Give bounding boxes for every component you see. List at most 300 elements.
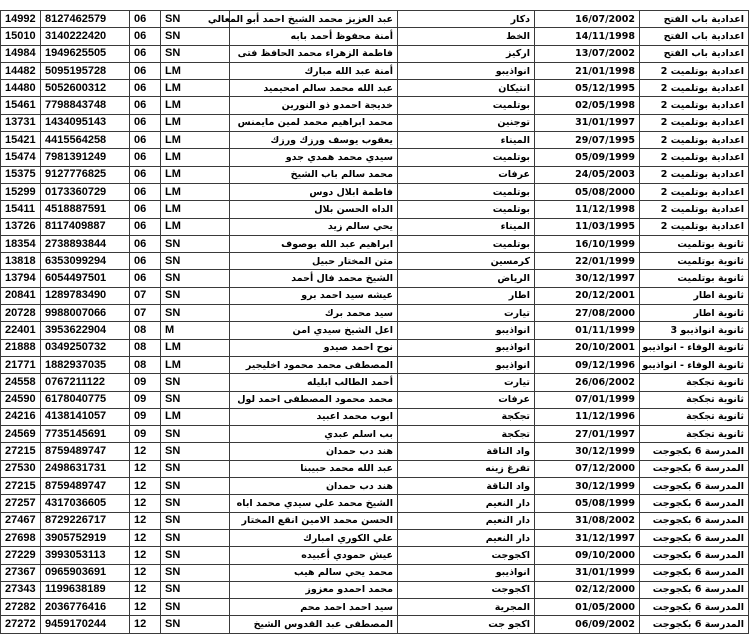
group-code-cell: 12 <box>130 547 161 564</box>
series-cell: SN <box>161 460 230 477</box>
group-code-cell: 12 <box>130 460 161 477</box>
candidate-id-cell: 27343 <box>1 581 41 598</box>
name-cell: عبد الله محمد سالم امحيميد <box>230 80 398 97</box>
candidate-id-cell: 27215 <box>1 443 41 460</box>
candidate-id-cell: 13726 <box>1 218 41 235</box>
name-cell: اعل الشيخ سيدي امن <box>230 322 398 339</box>
phone-cell: 8759489747 <box>41 443 130 460</box>
group-code-cell: 06 <box>130 114 161 131</box>
school-cell: ثانوية انواذيبو 3 <box>640 322 749 339</box>
group-code-cell: 06 <box>130 218 161 235</box>
group-code-cell: 09 <box>130 374 161 391</box>
candidate-id-cell: 15010 <box>1 28 41 45</box>
phone-cell: 7981391249 <box>41 149 130 166</box>
series-cell: SN <box>161 11 230 28</box>
name-cell: عبد الله محمد حبيبنا <box>230 460 398 477</box>
group-code-cell: 08 <box>130 339 161 356</box>
candidate-id-cell: 27467 <box>1 512 41 529</box>
school-cell: المدرسة 6 بكجوجت <box>640 495 749 512</box>
name-cell: سيد احمد احمد محم <box>230 599 398 616</box>
birthplace-cell: دكار <box>398 11 535 28</box>
school-cell: ثانوية اطار <box>640 287 749 304</box>
group-code-cell: 09 <box>130 426 161 443</box>
candidate-id-cell: 27282 <box>1 599 41 616</box>
candidate-id-cell: 13731 <box>1 114 41 131</box>
phone-cell: 2738893844 <box>41 235 130 252</box>
birthdate-cell: 05/09/1999 <box>535 149 640 166</box>
birthdate-cell: 01/05/2000 <box>535 599 640 616</box>
phone-cell: 2498631731 <box>41 460 130 477</box>
birthdate-cell: 09/10/2000 <box>535 547 640 564</box>
school-cell: اعدادية بوتلميت 2 <box>640 166 749 183</box>
series-cell: SN <box>161 581 230 598</box>
table-row <box>1 322 749 339</box>
group-code-cell: 12 <box>130 478 161 495</box>
group-code-cell: 06 <box>130 253 161 270</box>
series-cell: SN <box>161 495 230 512</box>
school-cell: ثانوية بوتلميت <box>640 235 749 252</box>
school-cell: المدرسة 6 بكجوجت <box>640 529 749 546</box>
table-row <box>1 408 749 425</box>
table-row <box>1 495 749 512</box>
birthdate-cell: 07/01/1999 <box>535 391 640 408</box>
phone-cell: 1289783490 <box>41 287 130 304</box>
name-cell: الداه الحسن بلال <box>230 201 398 218</box>
group-code-cell: 12 <box>130 495 161 512</box>
series-cell: SN <box>161 270 230 287</box>
candidate-id-cell: 15461 <box>1 97 41 114</box>
phone-cell: 2036776416 <box>41 599 130 616</box>
name-cell: بب اسلم عبدي <box>230 426 398 443</box>
name-cell: محمد ابراهيم محمد لمين مايمنس <box>230 114 398 131</box>
group-code-cell: 12 <box>130 564 161 581</box>
phone-cell: 1199638189 <box>41 581 130 598</box>
table-row <box>1 374 749 391</box>
candidate-id-cell: 14984 <box>1 45 41 62</box>
series-cell: LM <box>161 132 230 149</box>
birthplace-cell: انواذيبو <box>398 564 535 581</box>
birthplace-cell: تجكجة <box>398 408 535 425</box>
phone-cell: 4518887591 <box>41 201 130 218</box>
table-row <box>1 443 749 460</box>
table-row <box>1 149 749 166</box>
table-row <box>1 581 749 598</box>
birthdate-cell: 02/12/2000 <box>535 581 640 598</box>
phone-cell: 4138141057 <box>41 408 130 425</box>
school-cell: ثانوية الوفاء - انواذيبو <box>640 356 749 373</box>
birthplace-cell: انواذيبو <box>398 339 535 356</box>
candidate-id-cell: 21771 <box>1 356 41 373</box>
school-cell: المدرسة 6 بكجوجت <box>640 460 749 477</box>
series-cell: LM <box>161 80 230 97</box>
candidate-id-cell: 27215 <box>1 478 41 495</box>
birthplace-cell: دار النعيم <box>398 512 535 529</box>
birthdate-cell: 06/09/2002 <box>535 616 640 633</box>
school-cell: ثانوية الوفاء - انواذيبو <box>640 339 749 356</box>
school-cell: ثانوية تجكجة <box>640 391 749 408</box>
table-row <box>1 391 749 408</box>
birthdate-cell: 31/12/1997 <box>535 529 640 546</box>
candidate-id-cell: 13794 <box>1 270 41 287</box>
school-cell: المدرسة 6 بكجوجت <box>640 581 749 598</box>
series-cell: SN <box>161 478 230 495</box>
table-row <box>1 62 749 79</box>
candidate-id-cell: 14992 <box>1 11 41 28</box>
name-cell: الشيخ محمد علي سيدي محمد اباه <box>230 495 398 512</box>
school-cell: المدرسة 6 بكجوجت <box>640 478 749 495</box>
candidate-id-cell: 27257 <box>1 495 41 512</box>
birthdate-cell: 05/08/1999 <box>535 495 640 512</box>
birthplace-cell: بوتلميت <box>398 149 535 166</box>
group-code-cell: 06 <box>130 149 161 166</box>
series-cell: SN <box>161 287 230 304</box>
birthdate-cell: 20/10/2001 <box>535 339 640 356</box>
phone-cell: 6353099294 <box>41 253 130 270</box>
phone-cell: 6178040775 <box>41 391 130 408</box>
birthplace-cell: دار النعيم <box>398 495 535 512</box>
birthdate-cell: 16/07/2002 <box>535 11 640 28</box>
phone-cell: 8729226717 <box>41 512 130 529</box>
series-cell: SN <box>161 45 230 62</box>
candidate-id-cell: 27530 <box>1 460 41 477</box>
birthdate-cell: 11/12/1996 <box>535 408 640 425</box>
series-cell: SN <box>161 529 230 546</box>
candidate-id-cell: 20841 <box>1 287 41 304</box>
phone-cell: 7798843748 <box>41 97 130 114</box>
group-code-cell: 06 <box>130 11 161 28</box>
candidates-table-body <box>1 11 749 634</box>
birthplace-cell: الميناء <box>398 218 535 235</box>
phone-cell: 9127776825 <box>41 166 130 183</box>
series-cell: SN <box>161 547 230 564</box>
group-code-cell: 08 <box>130 356 161 373</box>
birthdate-cell: 05/08/2000 <box>535 183 640 200</box>
birthdate-cell: 31/01/1997 <box>535 114 640 131</box>
table-row <box>1 529 749 546</box>
birthplace-cell: انواذيبو <box>398 322 535 339</box>
phone-cell: 6054497501 <box>41 270 130 287</box>
series-cell: SN <box>161 564 230 581</box>
school-cell: المدرسة 6 بكجوجت <box>640 564 749 581</box>
phone-cell: 1949625505 <box>41 45 130 62</box>
table-row <box>1 547 749 564</box>
series-cell: SN <box>161 235 230 252</box>
candidate-id-cell: 15411 <box>1 201 41 218</box>
table-row <box>1 287 749 304</box>
name-cell: ابوب محمد اعبيد <box>230 408 398 425</box>
birthplace-cell: انواذيبو <box>398 356 535 373</box>
school-cell: اعدادية باب الفتح <box>640 11 749 28</box>
birthplace-cell: توجنين <box>398 114 535 131</box>
series-cell: LM <box>161 339 230 356</box>
birthplace-cell: بوتلميت <box>398 183 535 200</box>
school-cell: اعدادية باب الفتح <box>640 28 749 45</box>
school-cell: ثانوية تجكجة <box>640 374 749 391</box>
series-cell: LM <box>161 356 230 373</box>
name-cell: سيد محمد برك <box>230 305 398 322</box>
birthplace-cell: تيارت <box>398 374 535 391</box>
school-cell: اعدادية باب الفتح <box>640 45 749 62</box>
table-row <box>1 426 749 443</box>
table-row <box>1 201 749 218</box>
birthdate-cell: 30/12/1999 <box>535 443 640 460</box>
series-cell: SN <box>161 391 230 408</box>
table-row <box>1 253 749 270</box>
phone-cell: 8759489747 <box>41 478 130 495</box>
birthplace-cell: الخط <box>398 28 535 45</box>
birthdate-cell: 22/01/1999 <box>535 253 640 270</box>
birthplace-cell: انتيكان <box>398 80 535 97</box>
series-cell: LM <box>161 97 230 114</box>
name-cell: أمنة محفوظ أحمد بابه <box>230 28 398 45</box>
name-cell: فاطمة ابلال دوس <box>230 183 398 200</box>
table-row <box>1 183 749 200</box>
school-cell: اعدادية بوتلميت 2 <box>640 114 749 131</box>
phone-cell: 5095195728 <box>41 62 130 79</box>
table-row <box>1 114 749 131</box>
birthdate-cell: 16/10/1999 <box>535 235 640 252</box>
school-cell: المدرسة 6 بكجوجت <box>640 616 749 633</box>
candidate-id-cell: 18354 <box>1 235 41 252</box>
birthplace-cell: واد الناقة <box>398 478 535 495</box>
series-cell: LM <box>161 149 230 166</box>
birthdate-cell: 20/12/2001 <box>535 287 640 304</box>
candidate-id-cell: 24216 <box>1 408 41 425</box>
table-row <box>1 512 749 529</box>
group-code-cell: 06 <box>130 62 161 79</box>
school-cell: ثانوية تجكجة <box>640 426 749 443</box>
name-cell: عيش حمودي أعبيده <box>230 547 398 564</box>
group-code-cell: 06 <box>130 28 161 45</box>
series-cell: LM <box>161 114 230 131</box>
group-code-cell: 06 <box>130 97 161 114</box>
school-cell: اعدادية بوتلميت 2 <box>640 97 749 114</box>
phone-cell: 0767211122 <box>41 374 130 391</box>
group-code-cell: 12 <box>130 443 161 460</box>
name-cell: ابراهيم عبد الله بوصوف <box>230 235 398 252</box>
phone-cell: 8127462579 <box>41 11 130 28</box>
school-cell: اعدادية بوتلميت 2 <box>640 62 749 79</box>
phone-cell: 4415564258 <box>41 132 130 149</box>
name-cell: المصطفى عبد القدوس الشيخ <box>230 616 398 633</box>
candidate-id-cell: 24558 <box>1 374 41 391</box>
birthdate-cell: 02/05/1998 <box>535 97 640 114</box>
candidate-id-cell: 15474 <box>1 149 41 166</box>
table-row <box>1 356 749 373</box>
candidate-id-cell: 24590 <box>1 391 41 408</box>
birthplace-cell: تجكجة <box>398 426 535 443</box>
series-cell: SN <box>161 443 230 460</box>
phone-cell: 3905752919 <box>41 529 130 546</box>
table-row <box>1 599 749 616</box>
birthdate-cell: 30/12/1997 <box>535 270 640 287</box>
series-cell: SN <box>161 28 230 45</box>
candidate-id-cell: 13818 <box>1 253 41 270</box>
phone-cell: 3953622904 <box>41 322 130 339</box>
table-row <box>1 28 749 45</box>
group-code-cell: 12 <box>130 616 161 633</box>
birthplace-cell: الرياض <box>398 270 535 287</box>
table-row <box>1 305 749 322</box>
birthdate-cell: 21/01/1998 <box>535 62 640 79</box>
name-cell: المصطفى محمد محمود اخليجير <box>230 356 398 373</box>
birthplace-cell: اكجوجت <box>398 581 535 598</box>
birthplace-cell: بوتلميت <box>398 201 535 218</box>
birthplace-cell: اكجو جت <box>398 616 535 633</box>
school-cell: المدرسة 6 بكجوجت <box>640 443 749 460</box>
birthplace-cell: اكجوجت <box>398 547 535 564</box>
school-cell: ثانوية بوتلميت <box>640 253 749 270</box>
birthdate-cell: 31/08/2002 <box>535 512 640 529</box>
series-cell: LM <box>161 218 230 235</box>
table-row <box>1 11 749 28</box>
series-cell: SN <box>161 305 230 322</box>
school-cell: المدرسة 6 بكجوجت <box>640 512 749 529</box>
table-row <box>1 166 749 183</box>
name-cell: نوح احمد صيدو <box>230 339 398 356</box>
school-cell: اعدادية بوتلميت 2 <box>640 201 749 218</box>
birthplace-cell: المجرية <box>398 599 535 616</box>
birthplace-cell: تفرغ زينه <box>398 460 535 477</box>
name-cell: الحسن محمد الامين انقع المختار <box>230 512 398 529</box>
table-row <box>1 478 749 495</box>
birthplace-cell: عرفات <box>398 166 535 183</box>
name-cell: أحمد الطالب ابليله <box>230 374 398 391</box>
table-row <box>1 235 749 252</box>
school-cell: اعدادية بوتلميت 2 <box>640 80 749 97</box>
table-row <box>1 564 749 581</box>
group-code-cell: 09 <box>130 408 161 425</box>
candidate-id-cell: 15421 <box>1 132 41 149</box>
school-cell: اعدادية بوتلميت 2 <box>640 149 749 166</box>
birthplace-cell: بوتلميت <box>398 235 535 252</box>
table-row <box>1 132 749 149</box>
phone-cell: 9988007066 <box>41 305 130 322</box>
group-code-cell: 12 <box>130 512 161 529</box>
candidate-id-cell: 20728 <box>1 305 41 322</box>
name-cell: يحي سالم زيد <box>230 218 398 235</box>
table-row <box>1 339 749 356</box>
school-cell: اعدادية بوتلميت 2 <box>640 132 749 149</box>
birthplace-cell: انواذيبو <box>398 62 535 79</box>
name-cell: يعقوب يوسف ورزك ورزك <box>230 132 398 149</box>
group-code-cell: 06 <box>130 235 161 252</box>
candidate-id-cell: 15375 <box>1 166 41 183</box>
candidate-id-cell: 24569 <box>1 426 41 443</box>
name-cell: متن المختار حبيل <box>230 253 398 270</box>
group-code-cell: 06 <box>130 132 161 149</box>
candidate-id-cell: 27229 <box>1 547 41 564</box>
candidate-id-cell: 22401 <box>1 322 41 339</box>
name-cell: عيشه سيد احمد برو <box>230 287 398 304</box>
birthdate-cell: 07/12/2000 <box>535 460 640 477</box>
table-row <box>1 80 749 97</box>
birthplace-cell: اركيز <box>398 45 535 62</box>
table-row <box>1 616 749 633</box>
name-cell: الشيخ محمد فال أحمد <box>230 270 398 287</box>
school-cell: ثانوية اطار <box>640 305 749 322</box>
group-code-cell: 12 <box>130 599 161 616</box>
series-cell: SN <box>161 616 230 633</box>
group-code-cell: 06 <box>130 183 161 200</box>
phone-cell: 4317036605 <box>41 495 130 512</box>
name-cell: هند دب حمدان <box>230 443 398 460</box>
phone-cell: 1434095143 <box>41 114 130 131</box>
name-cell: علي الكوري امبارك <box>230 529 398 546</box>
birthdate-cell: 26/06/2002 <box>535 374 640 391</box>
birthdate-cell: 31/01/1999 <box>535 564 640 581</box>
birthplace-cell: عرفات <box>398 391 535 408</box>
candidate-id-cell: 14480 <box>1 80 41 97</box>
name-cell: محمد سالم باب الشيخ <box>230 166 398 183</box>
birthdate-cell: 24/05/2003 <box>535 166 640 183</box>
phone-cell: 3140222420 <box>41 28 130 45</box>
name-cell: عبد العزيز محمد الشيخ احمد أبو المعالي <box>230 11 398 28</box>
group-code-cell: 06 <box>130 166 161 183</box>
school-cell: ثانوية تجكجة <box>640 408 749 425</box>
candidates-table <box>0 10 749 634</box>
series-cell: M <box>161 322 230 339</box>
series-cell: LM <box>161 62 230 79</box>
phone-cell: 3993053113 <box>41 547 130 564</box>
birthdate-cell: 09/12/1996 <box>535 356 640 373</box>
school-cell: ثانوية بوتلميت <box>640 270 749 287</box>
birthplace-cell: واد الناقة <box>398 443 535 460</box>
school-cell: المدرسة 6 بكجوجت <box>640 599 749 616</box>
birthdate-cell: 30/12/1999 <box>535 478 640 495</box>
phone-cell: 0349250732 <box>41 339 130 356</box>
school-cell: المدرسة 6 بكجوجت <box>640 547 749 564</box>
name-cell: هند دب حمدان <box>230 478 398 495</box>
phone-cell: 8117409887 <box>41 218 130 235</box>
candidate-id-cell: 15299 <box>1 183 41 200</box>
birthdate-cell: 29/07/1995 <box>535 132 640 149</box>
phone-cell: 9459170244 <box>41 616 130 633</box>
series-cell: SN <box>161 599 230 616</box>
candidate-id-cell: 27698 <box>1 529 41 546</box>
birthdate-cell: 11/03/1995 <box>535 218 640 235</box>
series-cell: SN <box>161 512 230 529</box>
group-code-cell: 07 <box>130 305 161 322</box>
candidate-id-cell: 21888 <box>1 339 41 356</box>
birthplace-cell: تيارت <box>398 305 535 322</box>
table-row <box>1 270 749 287</box>
group-code-cell: 12 <box>130 529 161 546</box>
group-code-cell: 06 <box>130 201 161 218</box>
series-cell: LM <box>161 201 230 218</box>
birthdate-cell: 27/01/1997 <box>535 426 640 443</box>
name-cell: سيدي محمد همدي جدو <box>230 149 398 166</box>
birthplace-cell: الميناء <box>398 132 535 149</box>
group-code-cell: 06 <box>130 45 161 62</box>
birthplace-cell: بوتلميت <box>398 97 535 114</box>
birthdate-cell: 13/07/2002 <box>535 45 640 62</box>
name-cell: خديجة احمدو ذو النورين <box>230 97 398 114</box>
table-row <box>1 218 749 235</box>
school-cell: اعدادية بوتلميت 2 <box>640 218 749 235</box>
phone-cell: 0965903691 <box>41 564 130 581</box>
birthdate-cell: 01/11/1999 <box>535 322 640 339</box>
candidate-id-cell: 27367 <box>1 564 41 581</box>
birthdate-cell: 14/11/1998 <box>535 28 640 45</box>
table-row <box>1 45 749 62</box>
birthplace-cell: اطار <box>398 287 535 304</box>
candidate-id-cell: 14482 <box>1 62 41 79</box>
birthdate-cell: 11/12/1998 <box>535 201 640 218</box>
group-code-cell: 06 <box>130 270 161 287</box>
phone-cell: 0173360729 <box>41 183 130 200</box>
group-code-cell: 07 <box>130 287 161 304</box>
